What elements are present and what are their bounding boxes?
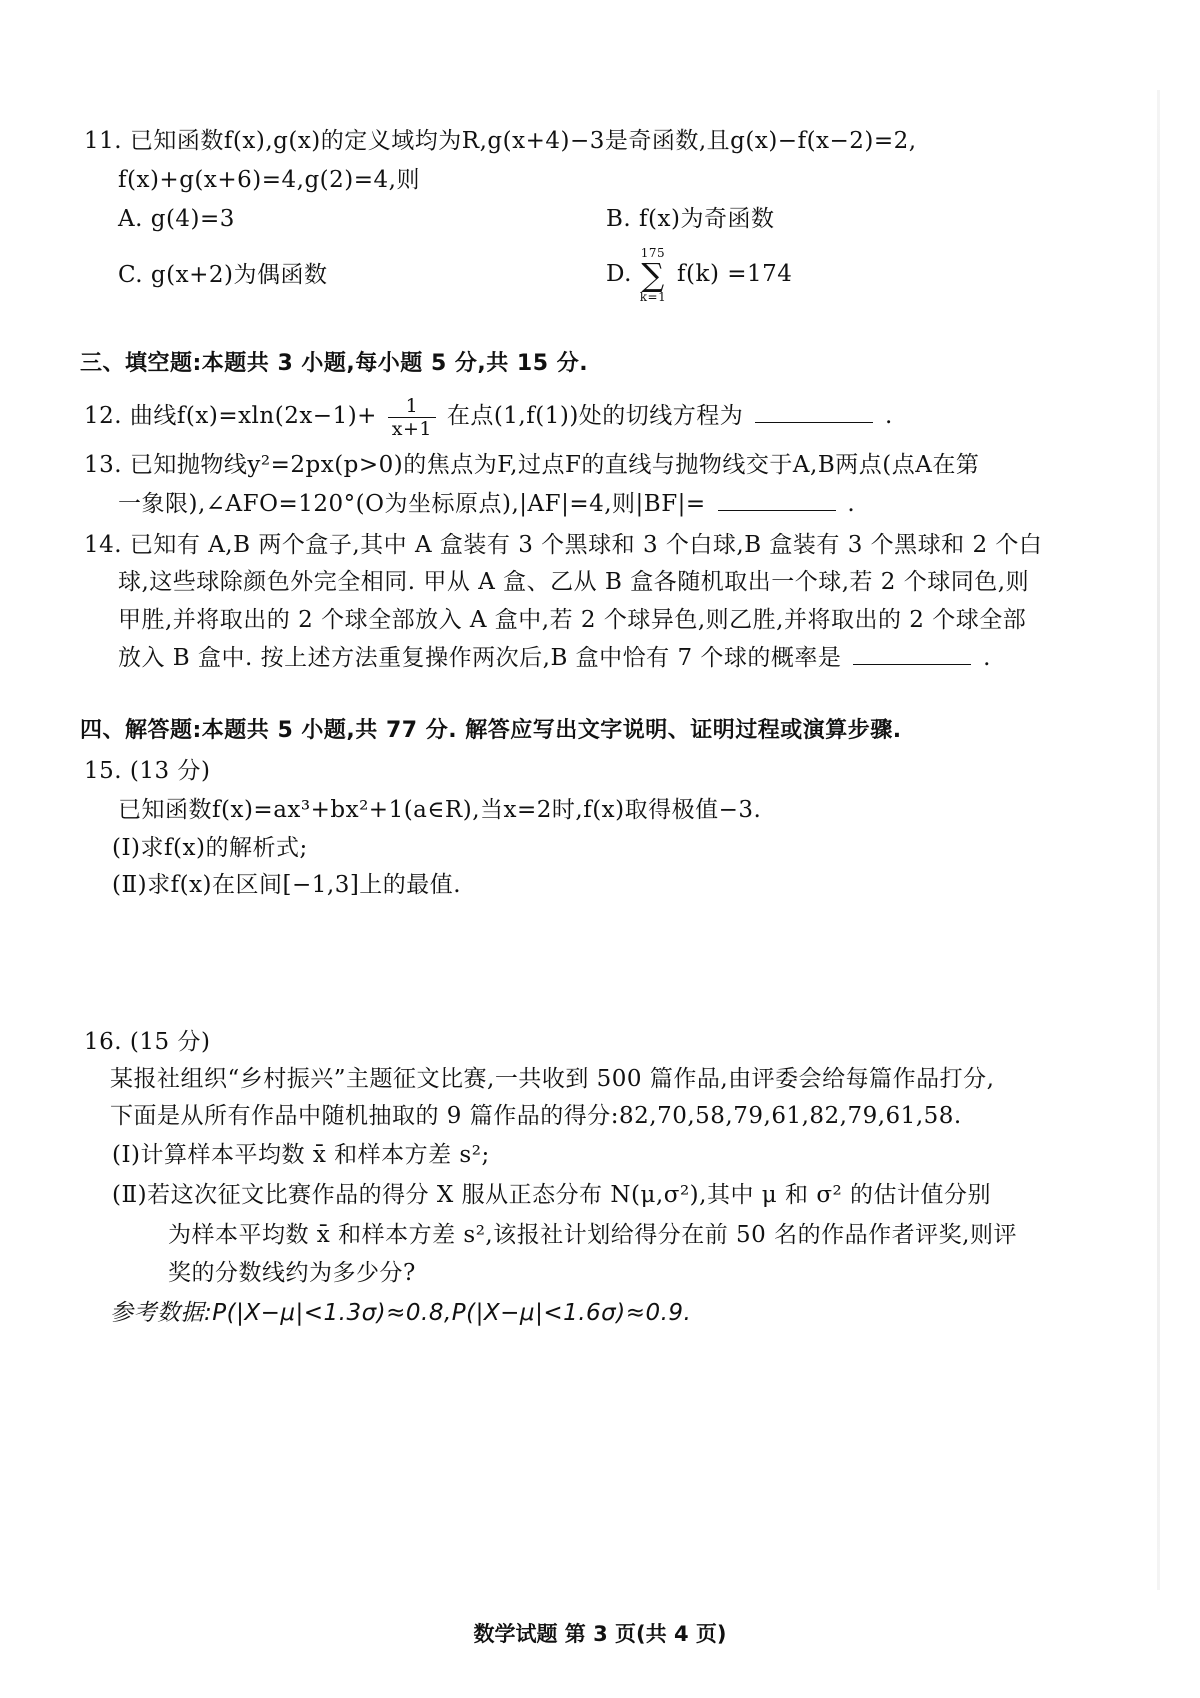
q12-pre: 12. 曲线f(x)=xln(2x−1)+: [84, 403, 377, 429]
q14-line3: 甲胜,并将取出的 2 个球全部放入 A 盒中,若 2 个球异色,则乙胜,并将取出的 2 个球全部: [118, 607, 1027, 633]
q14-line2: 球,这些球除颜色外完全相同. 甲从 A 盒、乙从 B 盒各随机取出一个球,若 2 个球同色,则: [118, 569, 1030, 595]
sum-lower-limit: k=1: [639, 290, 667, 304]
q16-part-1: (Ⅰ)计算样本平均数 x̄ 和样本方差 s²;: [112, 1142, 490, 1168]
q16-part-2-line3: 奖的分数线约为多少分?: [168, 1260, 416, 1286]
q16-part-2-line2: 为样本平均数 x̄ 和样本方差 s²,该报社计划给得分在前 50 名的作品作者评奖,则评: [168, 1222, 1017, 1248]
q15-heading: 15. (13 分): [84, 758, 211, 784]
sigma-glyph: ∑: [641, 256, 665, 294]
q12-end: .: [884, 403, 893, 429]
q16-heading: 16. (15 分): [84, 1029, 211, 1055]
q12-frac-denominator: x+1: [391, 417, 433, 440]
q13-line1: 13. 已知抛物线y²=2px(p>0)的焦点为F,过点F的直线与抛物线交于A,B两点(点A在第: [84, 452, 980, 478]
q14-line4: [118, 642, 991, 673]
q11-line2: f(x)+g(x+6)=4,g(2)=4,则: [118, 167, 420, 193]
q14-line1: 14. 已知有 A,B 两个盒子,其中 A 盒装有 3 个黑球和 3 个白球,B 盒装有 3 个黑球和 2 个白: [84, 532, 1043, 558]
q13-line2: [118, 488, 855, 519]
q14-answer-blank: [853, 642, 971, 665]
q12-line: [84, 392, 893, 440]
q11-option-b: B. f(x)为奇函数: [606, 206, 775, 232]
scan-edge-shadow: [1157, 90, 1160, 1590]
q14-line4-text: 放入 B 盒中. 按上述方法重复操作两次后,B 盒中恰有 7 个球的概率是: [118, 645, 842, 671]
summation-symbol: [640, 246, 666, 304]
page-footer: 数学试题 第 3 页(共 4 页): [473, 1622, 727, 1646]
q12-frac-numerator: 1: [388, 395, 436, 418]
q16-line1: 某报社组织“乡村振兴”主题征文比赛,一共收到 500 篇作品,由评委会给每篇作品打分,: [110, 1066, 995, 1092]
q16-reference-data: 参考数据:P(|X−μ|<1.3σ)≈0.8,P(|X−μ|<1.6σ)≈0.9.: [110, 1300, 692, 1326]
q11-option-a: A. g(4)=3: [118, 206, 235, 232]
section-3-heading: 三、填空题:本题共 3 小题,每小题 5 分,共 15 分.: [80, 351, 589, 376]
q15-statement: 已知函数f(x)=ax³+bx²+1(a∈R),当x=2时,f(x)取得极值−3.: [118, 797, 762, 823]
q13-answer-blank: [718, 488, 836, 511]
q13-line2-text: 一象限),∠AFO=120°(O为坐标原点),|AF|=4,则|BF|=: [118, 491, 706, 517]
q15-part-1: (Ⅰ)求f(x)的解析式;: [112, 835, 308, 861]
sum-upper-limit: 175: [640, 246, 666, 260]
q12-answer-blank: [755, 400, 873, 423]
q12-fraction: [388, 395, 436, 440]
q14-end: .: [983, 645, 991, 671]
q11-option-d: [606, 246, 792, 304]
q15-part-2: (Ⅱ)求f(x)在区间[−1,3]上的最值.: [112, 872, 462, 898]
q11-option-c: C. g(x+2)为偶函数: [118, 262, 328, 288]
q12-post: 在点(1,f(1))处的切线方程为: [446, 403, 744, 429]
q11-option-d-rest: f(k) =174: [677, 261, 793, 287]
q11-line1: 11. 已知函数f(x),g(x)的定义域均为R,g(x+4)−3是奇函数,且g(x)−f(x−2)=2,: [84, 128, 917, 154]
q11-option-d-prefix: D.: [606, 261, 632, 287]
q16-part-2-line1: (Ⅱ)若这次征文比赛作品的得分 X 服从正态分布 N(μ,σ²),其中 μ 和 σ² 的估计值分别: [112, 1182, 992, 1208]
q16-line2: 下面是从所有作品中随机抽取的 9 篇作品的得分:82,70,58,79,61,82,79,61,58.: [110, 1103, 962, 1129]
q13-end: .: [847, 491, 856, 517]
section-4-heading: 四、解答题:本题共 5 小题,共 77 分. 解答应写出文字说明、证明过程或演算步骤.: [80, 718, 902, 743]
